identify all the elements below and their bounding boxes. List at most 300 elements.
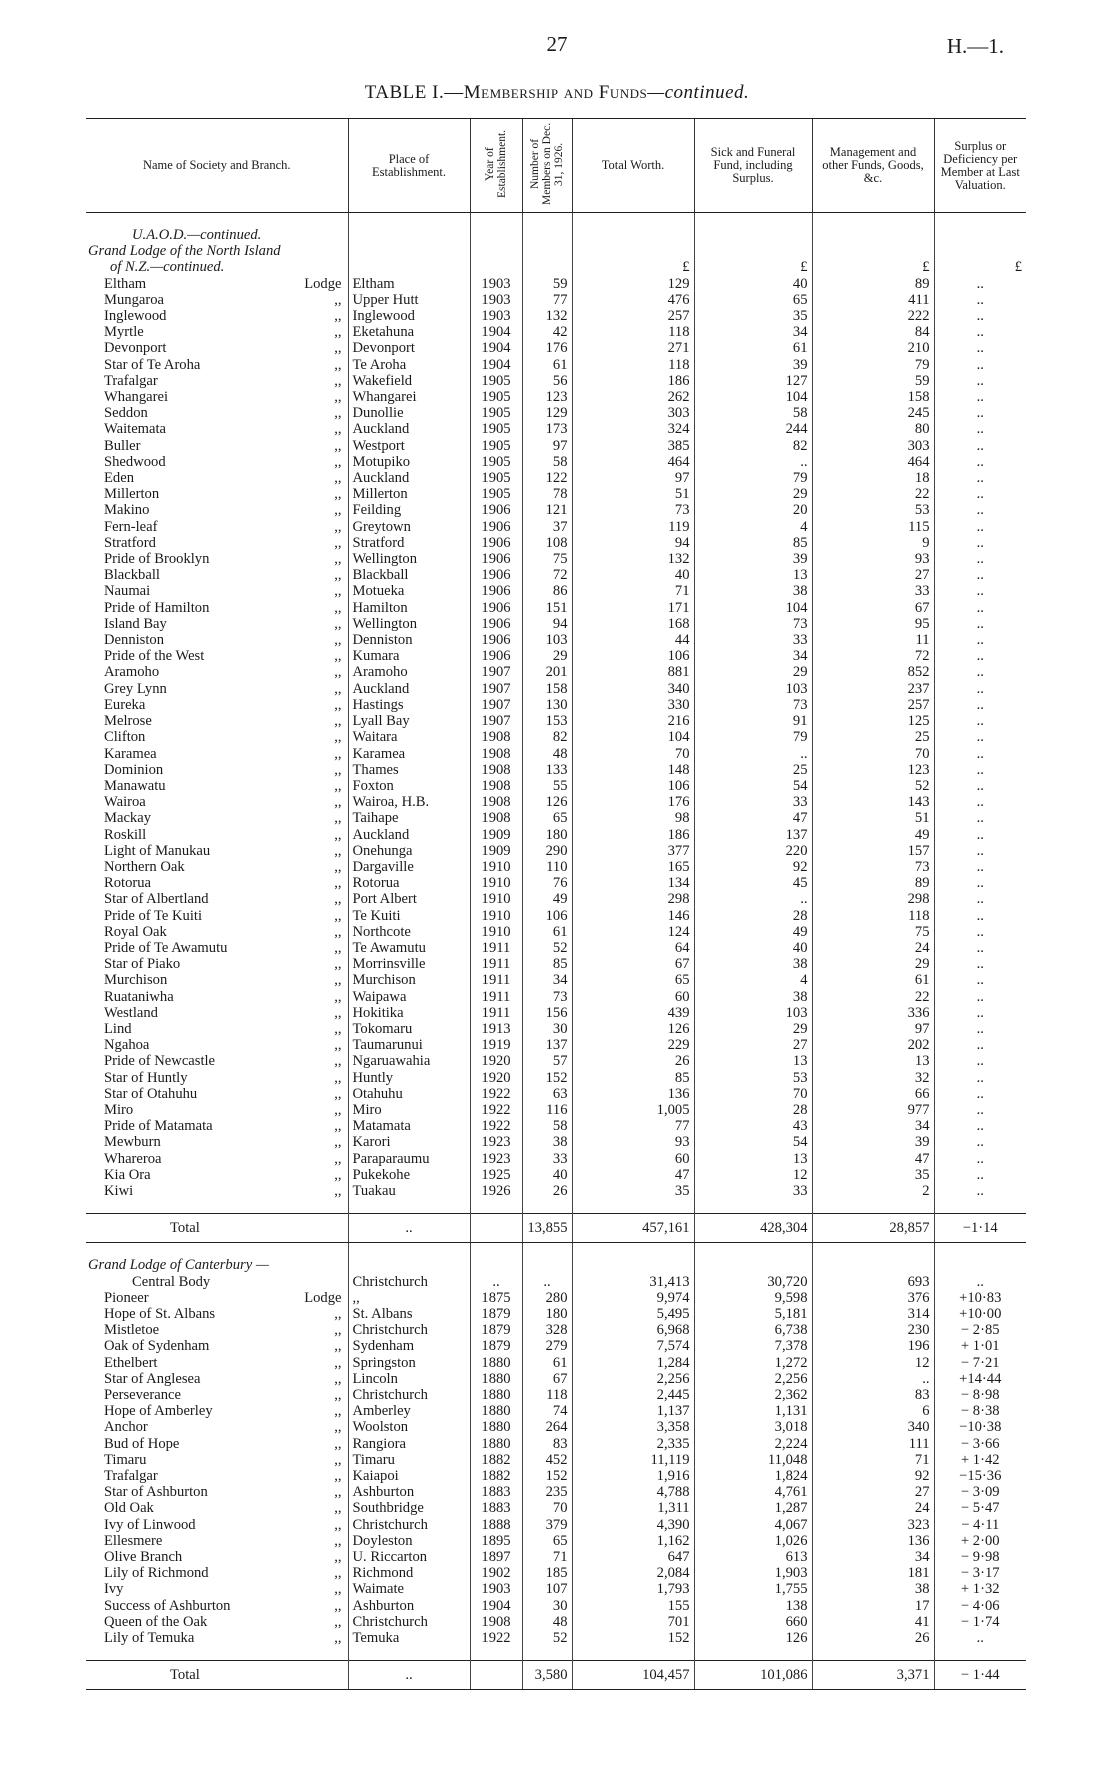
branch-name: Makino (104, 502, 150, 519)
branch-name-cell (86, 1118, 348, 1134)
branch-name: Pioneer (104, 1289, 149, 1306)
sick-cell: 103 (694, 1005, 812, 1021)
branch-name-cell (86, 681, 348, 697)
mgmt-cell: 83 (812, 1387, 934, 1403)
surplus-cell: −10·38 (934, 1419, 1026, 1435)
branch-name: Eureka (104, 696, 146, 713)
mgmt-cell: 222 (812, 308, 934, 324)
worth-cell: 106 (572, 778, 694, 794)
year-cell: 1906 (470, 583, 522, 599)
table-row (86, 729, 1026, 745)
sick-cell: 70 (694, 1086, 812, 1102)
year-cell: 1925 (470, 1167, 522, 1183)
place-cell: Doyleston (348, 1533, 470, 1549)
branch-type: ,, (334, 437, 342, 454)
members-cell: 133 (522, 762, 572, 778)
col-header-name: Name of Society and Branch. (86, 119, 348, 213)
branch-name-cell (86, 827, 348, 843)
worth-cell: 51 (572, 486, 694, 502)
surplus-cell: .. (934, 859, 1026, 875)
grand-lodge-heading-2 (86, 259, 1026, 275)
total-surplus: −1·14 (934, 1214, 1026, 1243)
place-cell: ,, (348, 1290, 470, 1306)
branch-name-cell (86, 1021, 348, 1037)
place-cell: Dunollie (348, 405, 470, 421)
worth-cell: 129 (572, 276, 694, 292)
table-row (86, 276, 1026, 292)
branch-name-cell (86, 1134, 348, 1150)
branch-type: ,, (334, 470, 342, 487)
mgmt-cell: 92 (812, 1468, 934, 1484)
year-cell: 1905 (470, 454, 522, 470)
branch-name-cell (86, 1565, 348, 1581)
branch-name-cell (86, 405, 348, 421)
year-cell: 1906 (470, 502, 522, 518)
branch-name: Old Oak (104, 1500, 154, 1517)
table-row (86, 1419, 1026, 1435)
year-cell: 1905 (470, 470, 522, 486)
mgmt-cell: 298 (812, 891, 934, 907)
mgmt-cell: 24 (812, 940, 934, 956)
sick-cell: 4,761 (694, 1484, 812, 1500)
place-cell: Christchurch (348, 1274, 470, 1290)
mgmt-cell: 230 (812, 1322, 934, 1338)
branch-name: Myrtle (104, 324, 144, 341)
branch-name: Whareroa (104, 1150, 162, 1167)
table-row (86, 1549, 1026, 1565)
surplus-cell: .. (934, 762, 1026, 778)
branch-type: ,, (334, 842, 342, 859)
branch-name-cell (86, 1452, 348, 1468)
branch-type: ,, (334, 761, 342, 778)
sick-cell: 5,181 (694, 1306, 812, 1322)
worth-cell: 35 (572, 1183, 694, 1199)
year-cell: 1904 (470, 340, 522, 356)
members-cell: 107 (522, 1581, 572, 1597)
branch-type: ,, (334, 1419, 342, 1436)
sick-cell: 104 (694, 600, 812, 616)
branch-type: ,, (334, 713, 342, 730)
place-cell: Temuka (348, 1630, 470, 1646)
table-row (86, 1151, 1026, 1167)
place-cell: Ashburton (348, 1598, 470, 1614)
worth-cell: 104 (572, 729, 694, 745)
branch-type: ,, (334, 939, 342, 956)
sick-cell: 1,131 (694, 1403, 812, 1419)
branch-type: ,, (334, 583, 342, 600)
sick-cell: 39 (694, 551, 812, 567)
surplus-cell: .. (934, 843, 1026, 859)
sick-cell: 45 (694, 875, 812, 891)
worth-cell: 476 (572, 292, 694, 308)
worth-cell: 5,495 (572, 1306, 694, 1322)
empty-cell (522, 1257, 572, 1273)
mgmt-cell: 41 (812, 1614, 934, 1630)
mgmt-cell: 32 (812, 1070, 934, 1086)
mgmt-cell: 111 (812, 1436, 934, 1452)
branch-name: Ivy of Linwood (104, 1516, 196, 1533)
year-cell: 1920 (470, 1053, 522, 1069)
table-row (86, 648, 1026, 664)
members-cell: 137 (522, 1037, 572, 1053)
sick-cell: 65 (694, 292, 812, 308)
mgmt-cell: 59 (812, 373, 934, 389)
place-cell: Inglewood (348, 308, 470, 324)
branch-name-cell (86, 1005, 348, 1021)
year-cell: 1880 (470, 1387, 522, 1403)
year-cell: 1920 (470, 1070, 522, 1086)
branch-type: ,, (334, 615, 342, 632)
branch-name-cell (86, 1581, 348, 1597)
worth-cell: 340 (572, 681, 694, 697)
year-cell: 1904 (470, 357, 522, 373)
branch-type: ,, (334, 1004, 342, 1021)
table-row (86, 340, 1026, 356)
mgmt-cell: 89 (812, 276, 934, 292)
year-cell: 1910 (470, 891, 522, 907)
surplus-cell: .. (934, 292, 1026, 308)
place-cell: Motueka (348, 583, 470, 599)
spacer-cell (470, 1243, 522, 1258)
year-cell: 1906 (470, 519, 522, 535)
year-cell: 1880 (470, 1355, 522, 1371)
branch-name: Star of Otahuhu (104, 1085, 198, 1102)
members-cell: 152 (522, 1070, 572, 1086)
year-cell: 1910 (470, 859, 522, 875)
place-cell: Woolston (348, 1419, 470, 1435)
worth-cell: 11,119 (572, 1452, 694, 1468)
sick-cell: 103 (694, 681, 812, 697)
surplus-cell: .. (934, 810, 1026, 826)
branch-type: ,, (334, 1435, 342, 1452)
place-cell: Denniston (348, 632, 470, 648)
branch-name: Kia Ora (104, 1166, 151, 1183)
spacer-cell (86, 1646, 348, 1661)
branch-type: ,, (334, 356, 342, 373)
branch-type: ,, (334, 632, 342, 649)
sick-cell: 1,824 (694, 1468, 812, 1484)
members-cell: 37 (522, 519, 572, 535)
sick-cell: 73 (694, 616, 812, 632)
branch-name: Pride of Brooklyn (104, 551, 210, 568)
place-cell: Otahuhu (348, 1086, 470, 1102)
worth-cell: 881 (572, 664, 694, 680)
branch-type: ,, (334, 389, 342, 406)
table-row (86, 308, 1026, 324)
worth-cell: 155 (572, 1598, 694, 1614)
branch-name: Star of Te Aroha (104, 356, 201, 373)
worth-cell: 67 (572, 956, 694, 972)
grand-lodge-line2: of N.Z.—continued. (110, 259, 225, 276)
place-cell: Dargaville (348, 859, 470, 875)
branch-name-cell (86, 1151, 348, 1167)
branch-name-cell (86, 1630, 348, 1646)
branch-type: ,, (334, 1338, 342, 1355)
branch-name-cell (86, 762, 348, 778)
worth-cell: 40 (572, 567, 694, 583)
section-heading-uaod (86, 227, 1026, 243)
currency-worth: £ (572, 259, 694, 275)
members-cell: 264 (522, 1419, 572, 1435)
sick-cell: 2,224 (694, 1436, 812, 1452)
members-cell: 57 (522, 1053, 572, 1069)
mgmt-cell: 11 (812, 632, 934, 648)
worth-cell: 136 (572, 1086, 694, 1102)
year-cell: 1906 (470, 551, 522, 567)
surplus-cell: .. (934, 438, 1026, 454)
surplus-cell: .. (934, 486, 1026, 502)
year-cell: .. (470, 1274, 522, 1290)
branch-name: Eden (104, 470, 134, 487)
branch-name: Pride of Te Kuiti (104, 907, 203, 924)
mgmt-cell: 79 (812, 357, 934, 373)
members-cell: 83 (522, 1436, 572, 1452)
table-row (86, 1500, 1026, 1516)
year-cell: 1895 (470, 1533, 522, 1549)
branch-name: Hope of Amberley (104, 1403, 213, 1420)
branch-name: Ivy (104, 1581, 124, 1598)
branch-type: ,, (334, 324, 342, 341)
section1-heading: U.A.O.D.—continued. (132, 227, 262, 243)
surplus-cell: .. (934, 551, 1026, 567)
surplus-cell: .. (934, 340, 1026, 356)
place-cell: Kumara (348, 648, 470, 664)
year-cell: 1906 (470, 616, 522, 632)
branch-type: ,, (334, 891, 342, 908)
surplus-cell: .. (934, 276, 1026, 292)
branch-name: Lind (104, 1020, 132, 1037)
place-cell: Matamata (348, 1118, 470, 1134)
branch-name: Mistletoe (104, 1322, 160, 1339)
branch-name-cell (86, 697, 348, 713)
branch-type: ,, (334, 1182, 342, 1199)
total-year (470, 1661, 522, 1690)
table-row (86, 1070, 1026, 1086)
worth-cell: 71 (572, 583, 694, 599)
worth-cell: 439 (572, 1005, 694, 1021)
year-cell: 1903 (470, 308, 522, 324)
branch-name-cell (86, 972, 348, 988)
place-cell: Auckland (348, 421, 470, 437)
surplus-cell: +10·83 (934, 1290, 1026, 1306)
sick-cell: 6,738 (694, 1322, 812, 1338)
table-row (86, 762, 1026, 778)
year-cell: 1922 (470, 1102, 522, 1118)
year-cell: 1906 (470, 600, 522, 616)
place-cell: Wairoa, H.B. (348, 794, 470, 810)
worth-cell: 3,358 (572, 1419, 694, 1435)
surplus-cell: − 1·74 (934, 1614, 1026, 1630)
branch-type: ,, (334, 858, 342, 875)
mgmt-cell: 49 (812, 827, 934, 843)
sick-cell: 613 (694, 1549, 812, 1565)
mgmt-cell: 376 (812, 1290, 934, 1306)
spacer-cell (812, 1243, 934, 1258)
mgmt-cell: 35 (812, 1167, 934, 1183)
worth-cell: 262 (572, 389, 694, 405)
mgmt-cell: 26 (812, 1630, 934, 1646)
surplus-cell: + 1·32 (934, 1581, 1026, 1597)
table-row (86, 1533, 1026, 1549)
branch-name-cell (86, 810, 348, 826)
mgmt-cell: 80 (812, 421, 934, 437)
worth-cell: 64 (572, 940, 694, 956)
mgmt-cell: 29 (812, 956, 934, 972)
sick-cell: 13 (694, 1151, 812, 1167)
empty-cell (348, 1257, 470, 1273)
sick-cell: 13 (694, 1053, 812, 1069)
year-cell: 1904 (470, 324, 522, 340)
worth-cell: 118 (572, 357, 694, 373)
year-cell: 1923 (470, 1134, 522, 1150)
year-cell: 1903 (470, 276, 522, 292)
branch-name-cell (86, 292, 348, 308)
surplus-cell: .. (934, 519, 1026, 535)
table-row (86, 324, 1026, 340)
mgmt-cell: 181 (812, 1565, 934, 1581)
table-row (86, 1371, 1026, 1387)
branch-name-cell (86, 648, 348, 664)
branch-name-cell (86, 1338, 348, 1354)
surplus-cell: .. (934, 357, 1026, 373)
spacer-cell (934, 1199, 1026, 1214)
year-cell: 1922 (470, 1086, 522, 1102)
spacer-row (86, 1243, 1026, 1258)
surplus-cell: .. (934, 778, 1026, 794)
sick-cell: 34 (694, 324, 812, 340)
spacer-cell (522, 1199, 572, 1214)
branch-name-cell (86, 1484, 348, 1500)
branch-type: ,, (334, 729, 342, 746)
branch-name: Trafalgar (104, 1468, 158, 1485)
spacer-cell (470, 1646, 522, 1661)
sick-cell: 104 (694, 389, 812, 405)
surplus-cell: .. (934, 746, 1026, 762)
worth-cell: 31,413 (572, 1274, 694, 1290)
branch-name: Wairoa (104, 794, 146, 811)
branch-type: ,, (334, 1613, 342, 1630)
branch-type: ,, (334, 1037, 342, 1054)
place-cell: Devonport (348, 340, 470, 356)
empty-cell (812, 1257, 934, 1273)
table-row (86, 1355, 1026, 1371)
mgmt-cell: 95 (812, 616, 934, 632)
members-cell: 106 (522, 908, 572, 924)
spacer-cell (470, 1199, 522, 1214)
worth-cell: 324 (572, 421, 694, 437)
table-row (86, 1484, 1026, 1500)
spacer-cell (812, 1199, 934, 1214)
year-cell: 1880 (470, 1403, 522, 1419)
col-header-mgmt: Management and other Funds, Goods, &c. (812, 119, 934, 213)
place-cell: Eltham (348, 276, 470, 292)
place-cell: Hastings (348, 697, 470, 713)
mgmt-cell: 13 (812, 1053, 934, 1069)
total-members: 13,855 (522, 1214, 572, 1243)
spacer-cell (522, 1646, 572, 1661)
members-cell: 61 (522, 924, 572, 940)
table-row (86, 746, 1026, 762)
branch-name-cell (86, 989, 348, 1005)
mgmt-cell: 196 (812, 1338, 934, 1354)
branch-name: Ngahoa (104, 1037, 150, 1054)
branch-name: Oak of Sydenham (104, 1338, 210, 1355)
members-cell: 290 (522, 843, 572, 859)
total-label: Total (86, 1214, 348, 1243)
mgmt-cell: 27 (812, 567, 934, 583)
sick-cell: 28 (694, 1102, 812, 1118)
branch-name-cell (86, 1355, 348, 1371)
place-cell: Lyall Bay (348, 713, 470, 729)
year-cell: 1910 (470, 908, 522, 924)
table-row (86, 891, 1026, 907)
year-cell: 1906 (470, 567, 522, 583)
mgmt-cell: 27 (812, 1484, 934, 1500)
table-row (86, 1598, 1026, 1614)
place-cell: Amberley (348, 1403, 470, 1419)
table-row (86, 956, 1026, 972)
table-row (86, 875, 1026, 891)
branch-name: Northern Oak (104, 858, 185, 875)
mgmt-cell: 72 (812, 648, 934, 664)
branch-name-cell (86, 1598, 348, 1614)
branch-name: Rotorua (104, 875, 152, 892)
mgmt-cell: .. (812, 1371, 934, 1387)
table-row (86, 470, 1026, 486)
surplus-cell: + 2·00 (934, 1533, 1026, 1549)
table-row (86, 1102, 1026, 1118)
sick-cell: 1,026 (694, 1533, 812, 1549)
worth-cell: 216 (572, 713, 694, 729)
spacer-cell (812, 1646, 934, 1661)
place-cell: Waimate (348, 1581, 470, 1597)
sick-cell: 35 (694, 308, 812, 324)
empty-cell (572, 1257, 694, 1273)
year-cell: 1903 (470, 1581, 522, 1597)
sick-cell: 33 (694, 794, 812, 810)
branch-name-cell (86, 551, 348, 567)
sick-cell: 61 (694, 340, 812, 356)
branch-type: ,, (334, 291, 342, 308)
members-cell: 72 (522, 567, 572, 583)
sick-cell: 73 (694, 697, 812, 713)
year-cell: 1906 (470, 632, 522, 648)
branch-name-cell (86, 1167, 348, 1183)
spacer-cell (934, 1646, 1026, 1661)
surplus-cell: − 5·47 (934, 1500, 1026, 1516)
mgmt-cell: 34 (812, 1549, 934, 1565)
branch-name: Hope of St. Albans (104, 1306, 216, 1322)
surplus-cell: .. (934, 681, 1026, 697)
branch-name: Star of Piako (104, 956, 181, 973)
worth-cell: 298 (572, 891, 694, 907)
table-row (86, 1021, 1026, 1037)
branch-name: Seddon (104, 405, 148, 422)
branch-name: Success of Ashburton (104, 1597, 231, 1614)
members-cell: 185 (522, 1565, 572, 1581)
mgmt-cell: 67 (812, 600, 934, 616)
year-cell: 1908 (470, 810, 522, 826)
place-cell: Kaiapoi (348, 1468, 470, 1484)
branch-name-cell (86, 713, 348, 729)
place-cell: Eketahuna (348, 324, 470, 340)
branch-type: ,, (334, 551, 342, 568)
surplus-cell: .. (934, 956, 1026, 972)
surplus-cell: + 1·42 (934, 1452, 1026, 1468)
surplus-cell: .. (934, 632, 1026, 648)
members-cell: 58 (522, 1118, 572, 1134)
place-cell: Taihape (348, 810, 470, 826)
